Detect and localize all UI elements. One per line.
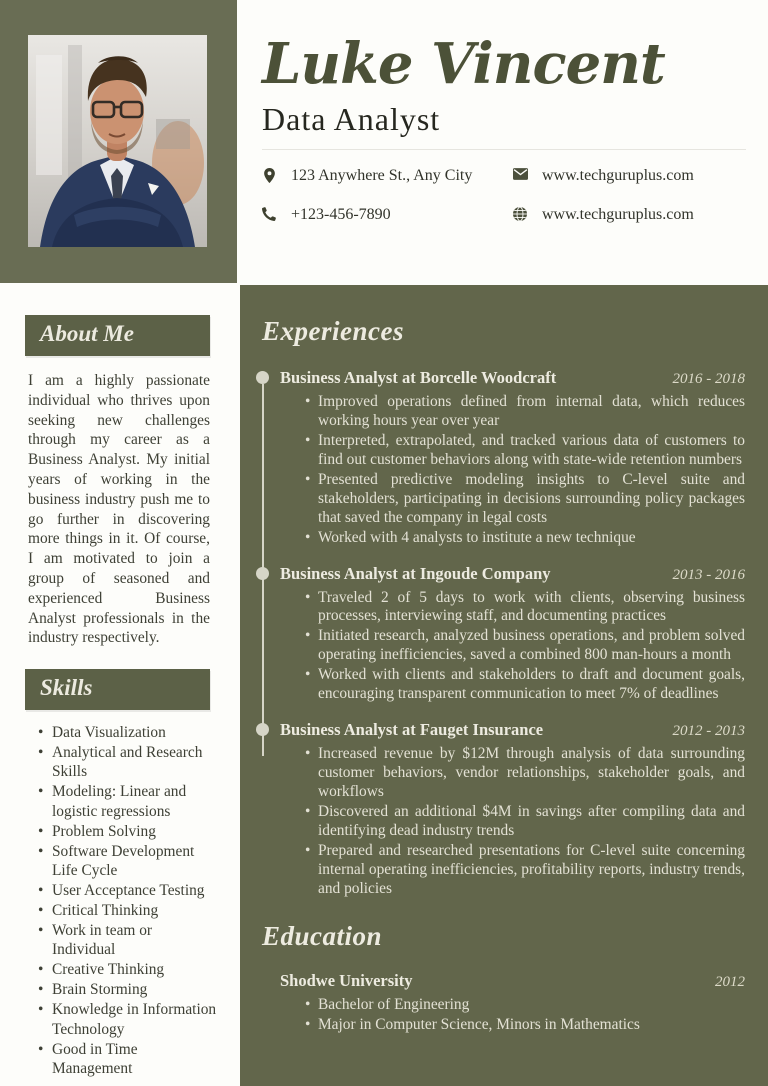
education-heading: Education <box>262 920 383 951</box>
person-name: Luke Vincent <box>262 31 665 97</box>
job-dates: 2016 - 2018 <box>672 371 745 387</box>
skills-heading: Skills <box>25 669 210 710</box>
skill-item: • Data Visualization <box>38 723 219 742</box>
job-title: Business Analyst at Fauget Insurance <box>280 720 544 740</box>
sidebar <box>0 315 237 1079</box>
skills-list <box>38 723 219 1078</box>
contact-info <box>262 167 746 224</box>
timeline-dot <box>256 567 269 580</box>
contact-email-site <box>513 167 746 185</box>
skill-item: • Analytical and Research Skills <box>38 743 219 781</box>
job-entry-fauget <box>280 720 745 899</box>
skill-item: • Software Development Life Cycle <box>38 842 219 880</box>
skill-item: • Creative Thinking <box>38 960 219 979</box>
profile-photo <box>28 35 207 247</box>
job-head <box>280 720 745 740</box>
job-dates: 2012 - 2013 <box>672 723 745 740</box>
email-icon <box>513 168 528 183</box>
skill-item: • Modeling: Linear and logistic regressions <box>38 782 219 820</box>
education-entry <box>280 971 745 1035</box>
school-name: Shodwe University <box>280 970 413 990</box>
job-bullet: • Discovered an additional $4M in savings after compiling data and identifying dead industry trends <box>305 803 745 841</box>
education-head <box>280 971 745 991</box>
skill-item: • Knowledge in Information Technology <box>38 1000 219 1038</box>
timeline-dot <box>256 371 269 384</box>
job-head <box>280 368 745 388</box>
about-me-text: I am a highly passionate individual who thrives upon seeking new challenges through my career as a Business Analyst. My initial years of working in the business industry push me to go further in discovering more things in it. Of course, I am motivated to join a group of seasoned and experienced Business Analyst professionals in the industry respectively. <box>28 372 210 647</box>
main-panel <box>240 285 768 1086</box>
header-divider <box>262 149 746 150</box>
job-head <box>280 564 745 584</box>
education-bullet: • Major in Computer Science, Minors in Mathematics <box>305 1016 745 1035</box>
photo-panel <box>0 0 237 283</box>
job-bullet: • Interpreted, extrapolated, and tracked various data of customers to find out customer behaviors along with state-wide retention numbers <box>305 432 745 470</box>
contact-globe-site <box>513 206 746 224</box>
education-bullets <box>280 996 745 1035</box>
job-title: Business Analyst at Ingoude Company <box>280 563 551 583</box>
job-bullets <box>280 589 745 705</box>
job-bullet: • Increased revenue by $12M through analysis of data surrounding customer behaviors, vendor relationships, stakeholder goals, and workflows <box>305 745 745 802</box>
education-bullet: • Bachelor of Engineering <box>305 996 745 1015</box>
job-bullets <box>280 745 745 899</box>
person-title: Data Analyst <box>262 100 441 137</box>
contact-address <box>262 167 513 185</box>
experiences-heading: Experiences <box>262 316 404 346</box>
contact-phone <box>262 206 513 224</box>
website-link-2[interactable]: www.techguruplus.com <box>542 205 694 223</box>
job-entry-ingoude <box>280 564 745 705</box>
job-bullet: • Prepared and researched presentations for C-level suite concerning internal operating inefficiencies, profitability reports, industry trends, and policies <box>305 842 745 899</box>
skill-item: • Brain Storming <box>38 980 219 999</box>
job-bullet: • Worked with 4 analysts to institute a new technique <box>305 529 745 548</box>
job-dates: 2013 - 2016 <box>672 566 745 583</box>
skill-item: • Critical Thinking <box>38 901 219 920</box>
about-me-heading: About Me <box>25 315 210 356</box>
globe-icon <box>513 207 528 222</box>
job-bullet: • Initiated research, analyzed business operations, and problem solved operating inefficiencies, saved a combined 800 man-hours a month <box>305 627 745 665</box>
skill-item: • Work in team or Individual <box>38 921 219 959</box>
job-bullet: • Presented predictive modeling insights to C-level suite and stakeholders, participating in decisions surrounding policy packages that saved the company in legal costs <box>305 471 745 528</box>
skill-item: • User Acceptance Testing <box>38 881 219 900</box>
header <box>262 31 746 224</box>
job-title: Business Analyst at Borcelle Woodcraft <box>280 368 557 387</box>
contact-address-text: 123 Anywhere St., Any City <box>291 166 473 184</box>
website-link-1[interactable]: www.techguruplus.com <box>542 166 694 184</box>
skill-item: • Problem Solving <box>38 822 219 841</box>
experiences-timeline <box>280 368 745 899</box>
job-entry-borcelle <box>280 368 745 548</box>
skill-item: • Good in Time Management <box>38 1040 219 1078</box>
contact-phone-text: +123-456-7890 <box>291 205 391 223</box>
job-bullet: • Traveled 2 of 5 days to work with clients, observing business processes, interviewing staff, and documenting practices <box>305 589 745 627</box>
job-bullets <box>280 393 745 548</box>
location-pin-icon <box>262 168 277 183</box>
job-bullet: • Improved operations defined from internal data, which reduces working hours year over year <box>305 393 745 431</box>
education-date: 2012 <box>715 973 745 990</box>
profile-photo-illustration <box>28 35 207 247</box>
phone-icon <box>262 207 277 222</box>
timeline-dot <box>256 723 269 736</box>
job-bullet: • Worked with clients and stakeholders to draft and document goals, encouraging transparent communication to meet 7% of deadlines <box>305 666 745 704</box>
